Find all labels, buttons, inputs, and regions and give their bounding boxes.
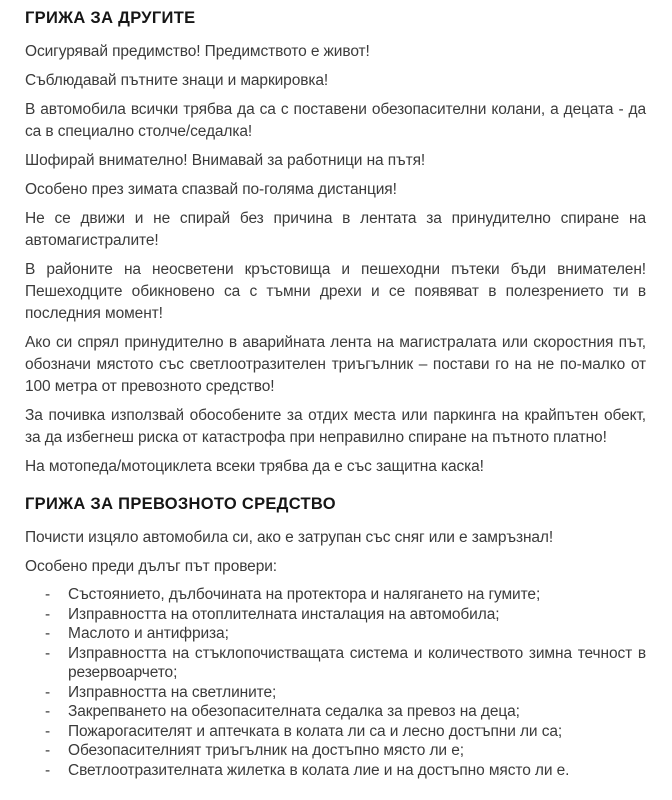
paragraph-seatbelts: В автомобила всички трябва да са с поставени обезопасителни колани, а децата - да са в специално столче/седалка! [25,101,646,140]
checklist-item-text: Изправността на стъклопочистващата система и количеството зимна течност в резервоарчето; [68,644,646,681]
checklist-item-text: Пожарогасителят и аптечката в колата ли са и лесно достъпни ли са; [68,722,563,740]
checklist-item-triangle [25,741,646,761]
paragraph-reflective-triangle: Ако си спрял принудително в аварийната лента на магистралата или скоростния път, обозначи мястото със светлоотразителен триъгълник – постави го на не по-малко от 100 метра от превозното средство! [25,334,646,395]
paragraph-rest-areas: За почивка използвай обособените за отдих места или паркинга на крайпътен обект, за да избегнеш риска от катастрофа при неправилно спиране на пътното платно! [25,407,646,446]
checklist-item-tires [25,585,646,605]
dash-bullet: - [45,722,51,740]
dash-bullet: - [45,742,51,759]
checklist-item-text: Обезопасителният триъгълник на достъпно място ли е; [68,742,464,759]
paragraph-check-before-trip: Особено преди дълъг път провери: [25,558,277,575]
checklist-item-heating [25,605,646,625]
section-heading-care-for-others: ГРИЖА ЗА ДРУГИТЕ [25,9,196,27]
dash-bullet: - [45,586,51,603]
paragraph-drive-carefully: Шофирай внимателно! Внимавай за работници на пътя! [25,152,426,169]
checklist-item-text: Изправността на отоплителната инсталация на автомобила; [68,605,500,623]
checklist-item-child-seat [25,702,646,722]
section-heading-care-for-vehicle: ГРИЖА ЗА ПРЕВОЗНОТО СРЕДСТВО [25,495,336,513]
paragraph-give-way: Осигурявай предимство! Предимството е живот! [25,43,370,60]
checklist-item-wipers [25,644,646,683]
checklist-item-text: Светлоотразителната жилетка в колата лие и на достъпно място ли е. [68,761,570,779]
checklist-item-text: Изправността на светлините; [68,683,277,701]
dash-bullet: - [45,761,51,779]
paragraph-obey-signs: Съблюдавай пътните знаци и маркировка! [25,72,329,89]
dash-bullet: - [45,703,51,720]
dash-bullet: - [45,625,51,642]
dash-bullet: - [45,683,51,701]
checklist-item-text: Маслото и антифриза; [68,625,229,642]
checklist-item-reflective-vest [25,761,646,781]
checklist-item-lights [25,683,646,703]
dash-bullet: - [45,644,51,662]
paragraph-unlit-crossings: В районите на неосветени кръстовища и пешеходни пътеки бъди внимателен! Пешеходците обикновено са с тъмни дрехи и се появяват в полезрението ти в последния момент! [25,261,646,322]
checklist-item-text: Състоянието, дълбочината на протектора и налягането на гумите; [68,586,541,603]
paragraph-clean-snow: Почисти изцяло автомобила си, ако е затрупан със сняг или е замръзнал! [25,529,554,546]
paragraph-emergency-lane: Не се движи и не спирай без причина в лентата за принудително спиране на автомагистралите! [25,210,646,249]
vehicle-checklist [25,585,646,780]
checklist-item-text: Закрепването на обезопасителната седалка за превоз на деца; [68,703,520,720]
paragraph-helmet: На мотопеда/мотоциклета всеки трябва да е със защитна каска! [25,458,484,475]
dash-bullet: - [45,605,51,623]
paragraph-winter-distance: Особено през зимата спазвай по-голяма дистанция! [25,181,397,198]
checklist-item-oil-antifreeze [25,624,646,644]
checklist-item-extinguisher-firstaid [25,722,646,742]
